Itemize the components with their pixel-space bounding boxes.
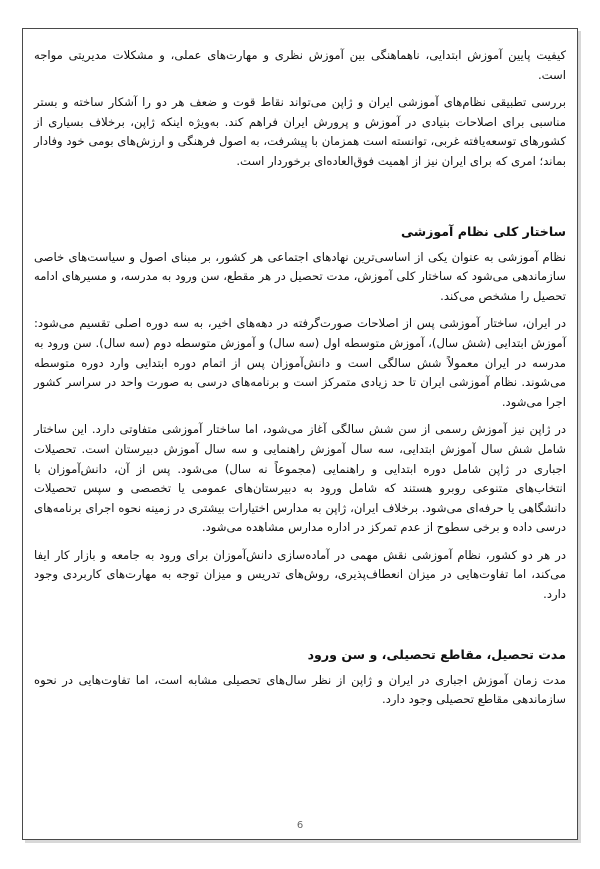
page-number: 6 xyxy=(296,820,304,831)
duration-paragraph-1: مدت زمان آموزش اجباری در ایران و ژاپن از نظر سال‌های تحصیلی مشابه است، اما تفاوت‌هایی در نحوه سازماندهی مقاطع تحصیلی وجود دارد. xyxy=(34,672,566,707)
structure-paragraph-1: نظام آموزشی به عنوان یکی از اساسی‌ترین نهادهای اجتماعی هر کشور، بر مبنای اصول و سیاست‌های خاصی سازماندهی می‌شود که ساختار کلی آموزش، مدت تحصیل در هر مقطع، سن ورود به مدرسه، و مسیرهای ادامه تحصیل را مشخص می‌کند. xyxy=(34,249,566,303)
intro-paragraph-2: بررسی تطبیقی نظام‌های آموزشی ایران و ژاپن می‌تواند نقاط قوت و ضعف هر دو را آشکار ساخته و بستر مناسبی برای اصلاحات بنیادی در آموزش و پرورش ایران فراهم کند. به‌ویژه اینکه ژاپن، برخلاف بسیاری از کشورهای توسعه‌یافته غربی، توانسته است همزمان با پیشرفت، به اصول فرهنگی و ارزش‌های بومی خود وفادار بماند؛ امری که برای ایران نیز از اهمیت فوق‌العاده‌ای برخوردار است. xyxy=(34,95,566,168)
section-heading-duration: مدت تحصیل، مقاطع تحصیلی، و سن ورود xyxy=(307,646,566,662)
structure-paragraph-3: در ژاپن نیز آموزش رسمی از سن شش سالگی آغاز می‌شود، اما ساختار آموزشی متفاوتی دارد. این ساختار شامل شش سال آموزش ابتدایی، سه سال آموزش راهنمایی و سه سال آموزش دبیرستان است. تحصیلات اجباری در ژاپن شامل دوره ابتدایی و راهنمایی (مجموعاً نه سال) می‌شود. پس از آن، دانش‌آموزان با انتخاب‌های متنوعی روبرو هستند که شامل ورود به دبیرستان‌های عمومی یا تخصصی و سپس تحصیلات دانشگاهی یا حرفه‌ای می‌شود. برخلاف ایران، ژاپن به مدارس اختیارات بیشتری در زمینه نحوه اجرای برنامه‌های درسی داده و برخی سطوح از عدم تمرکز در اداره مدارس مشاهده می‌شود. xyxy=(34,422,566,535)
document-body xyxy=(34,46,566,710)
structure-paragraph-4: در هر دو کشور، نظام آموزشی نقش مهمی در آماده‌سازی دانش‌آموزان برای ورود به جامعه و بازار کار ایفا می‌کند، اما تفاوت‌هایی در میزان انعطاف‌پذیری، روش‌های تدریس و میزان توجه به مهارت‌های کاربردی وجود دارد. xyxy=(34,547,566,602)
structure-paragraph-2: در ایران، ساختار آموزشی پس از اصلاحات صورت‌گرفته در دهه‌های اخیر، به سه دوره اصلی تقسیم می‌شود: آموزش ابتدایی (شش سال)، آموزش متوسطه اول (سه سال) و آموزش متوسطه دوم (سه سال). سن ورود به مدرسه در ایران معمولاً شش سالگی است و دانش‌آموزان پس از اتمام دوره ابتدایی وارد دوره متوسطه می‌شوند. نظام آموزشی ایران تا حد زیادی متمرکز است و برنامه‌های درسی به صورت واحد در سراسر کشور اجرا می‌شود. xyxy=(34,316,566,409)
intro-paragraph-1: کیفیت پایین آموزش ابتدایی، ناهماهنگی بین آموزش نظری و مهارت‌های عملی، و مشکلات مدیریتی مواجه است. xyxy=(34,48,566,82)
section-heading-structure: ساختار کلی نظام آموزشی xyxy=(400,223,566,239)
